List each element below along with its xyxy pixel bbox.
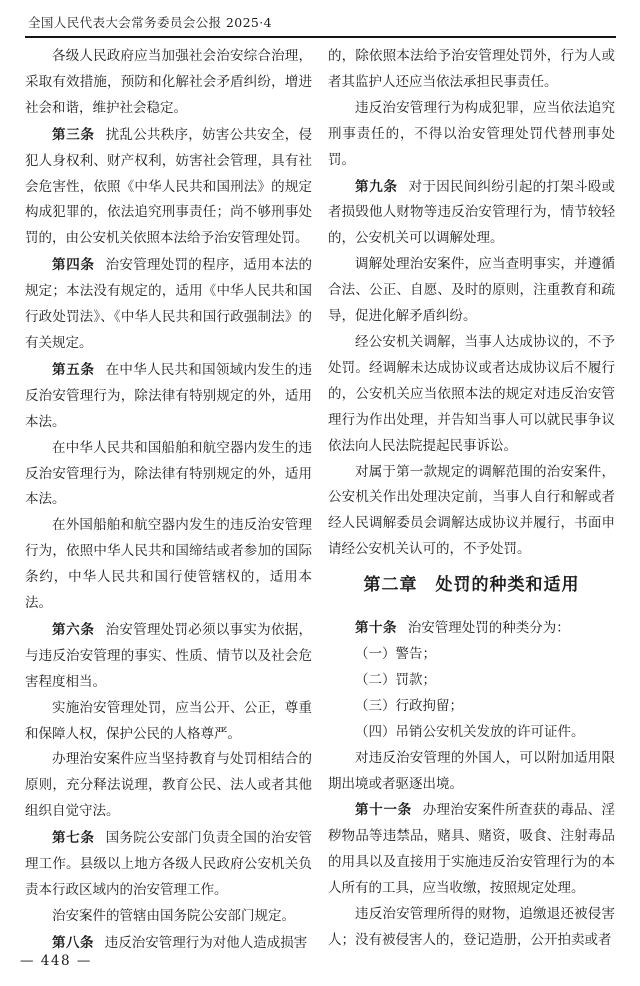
article-number: 第三条 <box>52 126 95 142</box>
chapter-heading: 第二章 处罚的种类和适用 <box>363 575 580 595</box>
article-number: 第六条 <box>52 621 95 637</box>
page-footer <box>20 953 92 969</box>
article-number: 第四条 <box>52 257 95 273</box>
two-column-body <box>25 44 615 957</box>
article-paragraph: 第九条 对于因民间纠纷引起的打架斗殴或者损毁他人财物等违反治安管理行为，情节较轻的，公安机关可以调解处理。 <box>328 178 616 247</box>
paragraph: （三）行政拘留； <box>355 697 463 714</box>
article-number: 第八条 <box>52 934 94 950</box>
paragraph: 违反治安管理所得的财物，追缴退还被侵害人；没有被侵害人的，登记造册，公开拍卖或者 <box>328 906 615 948</box>
article-paragraph: 第八条 违反治安管理行为对他人造成损害 <box>52 934 308 951</box>
paragraph: 办理治安案件应当坚持教育与处罚相结合的原则，充分释法说理，教育公民、法人或者其他组织自觉守法。 <box>25 751 312 820</box>
right-column <box>328 44 615 957</box>
paragraph: 在中华人民共和国船舶和航空器内发生的违反治安管理行为，除法律有特别规定的外，适用本法。 <box>25 439 312 508</box>
article-number: 第五条 <box>52 361 95 377</box>
article-paragraph: 第三条 扰乱公共秩序，妨害公共安全，侵犯人身权利、财产权利，妨害社会管理，具有社会危害性，依照《中华人民共和国刑法》的规定构成犯罪的，依法追究刑事责任；尚不够刑事处罚的，由公安机关依照本法给予治安管理处罚。 <box>25 126 313 247</box>
article-paragraph: 第七条 国务院公安部门负责全国的治安管理工作。县级以上地方各级人民政府公安机关负责本行政区域内的治安管理工作。 <box>25 830 313 898</box>
page-number: — 448 — <box>20 953 92 969</box>
paragraph: 对违反治安管理的外国人，可以附加适用限期出境或者驱逐出境。 <box>328 749 615 792</box>
left-column <box>25 44 312 957</box>
gazette-title: 全国人民代表大会常务委员会公报 2025·4 <box>28 15 273 30</box>
header-rule <box>25 36 616 38</box>
paragraph: 调解处理治安案件，应当查明事实，并遵循合法、公正、自愿、及时的原则，注重教育和疏导，促进化解矛盾纠纷。 <box>328 256 615 325</box>
article-paragraph: 第四条 治安管理处罚的程序，适用本法的规定；本法没有规定的，适用《中华人民共和国行政处罚法》、《中华人民共和国行政强制法》的有关规定。 <box>25 257 313 351</box>
paragraph: 违反治安管理行为构成犯罪，应当依法追究刑事责任的，不得以治安管理处罚代替刑事处罚。 <box>328 99 615 168</box>
paragraph: 在外国船舶和航空器内发生的违反治安管理行为，依照中华人民共和国缔结或者参加的国际条约，中华人民共和国行使管辖权的，适用本法。 <box>25 517 312 612</box>
article-number: 第七条 <box>52 830 95 846</box>
paragraph: 各级人民政府应当加强社会治安综合治理，采取有效措施，预防和化解社会矛盾纠纷，增进社会和谐，维护社会稳定。 <box>25 48 312 116</box>
paragraph: 实施治安管理处罚，应当公开、公正，尊重和保障人权，保护公民的人格尊严。 <box>25 699 312 742</box>
article-number: 第十条 <box>355 620 397 636</box>
article-paragraph: 第十条 治安管理处罚的种类分为： <box>355 620 570 637</box>
paragraph: （四）吊销公安机关发放的许可证件。 <box>355 723 585 740</box>
paragraph: 经公安机关调解，当事人达成协议的，不予处罚。经调解未达成协议或者达成协议后不履行的，公安机关应当依照本法的规定对违反治安管理行为作出处理，并告知当事人可以就民事争议依法向人民法院提起民事诉讼。 <box>328 333 615 454</box>
article-paragraph: 第六条 治安管理处罚必须以事实为依据，与违反治安管理的事实、性质、情节以及社会危害程度相当。 <box>25 621 313 690</box>
paragraph: （二）罚款； <box>355 671 436 688</box>
article-paragraph: 第十一条 办理治安案件所查获的毒品、淫秽物品等违禁品，赌具、赌资，吸食、注射毒品的用具以及直接用于实施违反治安管理行为的本人所有的工具，应当收缴，按照规定处理。 <box>328 802 616 897</box>
article-number: 第十一条 <box>355 802 412 818</box>
article-paragraph: 第五条 在中华人民共和国领域内发生的违反治安管理行为，除法律有特别规定的外，适用本法。 <box>25 361 313 430</box>
paragraph: 对属于第一款规定的调解范围的治安案件，公安机关作出处理决定前，当事人自行和解或者经人民调解委员会调解达成协议并履行，书面申请经公安机关认可的，不予处罚。 <box>328 463 615 558</box>
paragraph: 的，除依照本法给予治安管理处罚外，行为人或者其监护人还应当依法承担民事责任。 <box>328 48 615 90</box>
article-number: 第九条 <box>355 178 398 194</box>
page-header <box>28 13 272 31</box>
paragraph: 治安案件的管辖由国务院公安部门规定。 <box>52 907 295 924</box>
paragraph: （一）警告； <box>355 646 436 663</box>
